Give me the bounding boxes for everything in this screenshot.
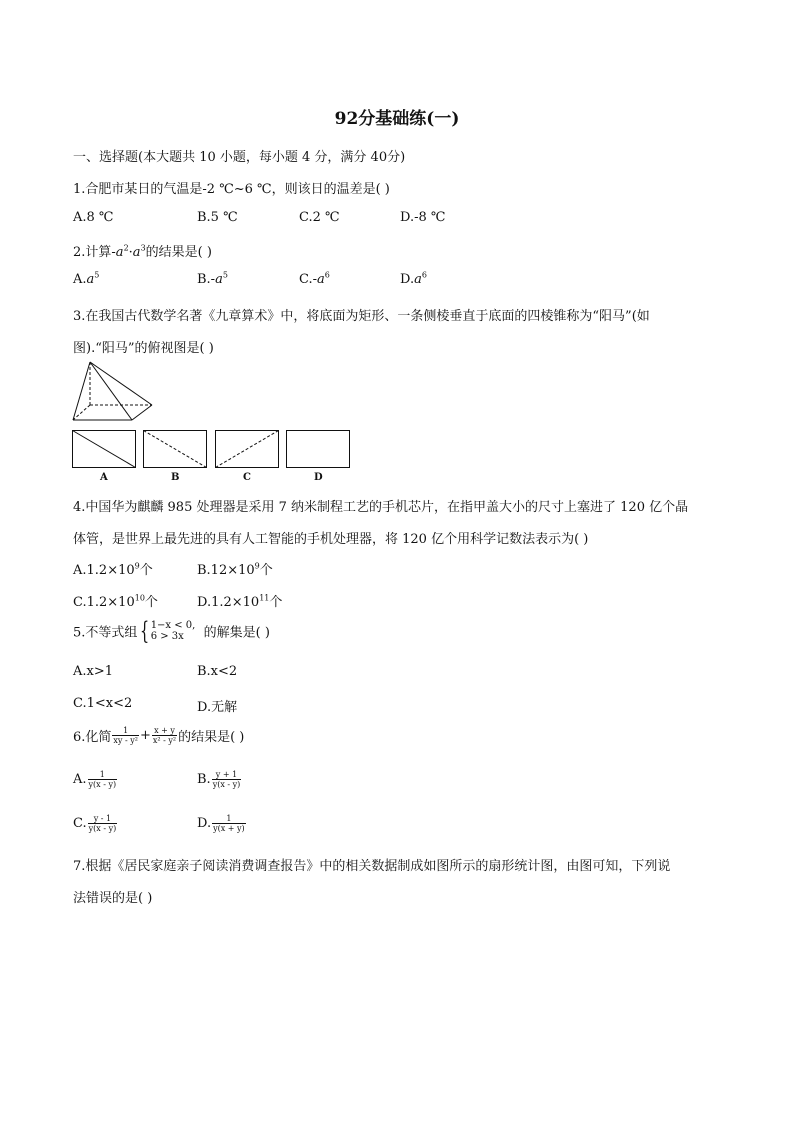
question-3-line-1: 3.在我国古代数学名著《九章算术》中，将底面为矩形、一条侧棱垂直于底面的四棱锥称为“阳马”(如 bbox=[73, 309, 650, 324]
question-7-line-1: 7.根据《居民家庭亲子阅读消费调查报告》中的相关数据制成如图所示的扇形统计图，由图可知，下列说 bbox=[73, 859, 671, 874]
inequality-system: 1−x < 0, 6 > 3x bbox=[150, 620, 196, 642]
question-4-line-1: 4.中国华为麒麟 985 处理器是采用 7 纳米制程工艺的手机芯片，在指甲盖大小的尺寸上塞进了 120 亿个晶 bbox=[73, 500, 689, 515]
fraction-1: $\frac{1}{\text{xy - y²}}$ bbox=[113, 726, 138, 745]
question-2-option-c: $C.-a^6$ bbox=[299, 270, 330, 287]
question-6-option-c: C. $\frac{y - 1}{y(x - y)}$ bbox=[73, 814, 117, 833]
question-5-option-d: D.无解 bbox=[197, 700, 238, 715]
question-1-option-d: D.-8 ℃ bbox=[400, 210, 446, 225]
question-6-option-a: A. $\frac{1}{y(x - y)}$ bbox=[73, 770, 117, 789]
question-6-stem: 6.化简 $\frac{1}{\text{xy - y²}}$ + $\frac{x + y}{\text{x² - y²}}$ 的结果是( ) bbox=[73, 726, 245, 745]
question-6-option-b: B. $\frac{y + 1}{y(x - y)}$ bbox=[197, 770, 241, 789]
question-4-option-a: $A.1.2\times 10^9$个 bbox=[73, 561, 153, 578]
question-5-option-b: B.x<2 bbox=[197, 664, 238, 679]
option-a-figure bbox=[72, 430, 136, 468]
figure-label-b: B bbox=[171, 472, 180, 483]
question-5-option-c: C.1<x<2 bbox=[73, 696, 133, 711]
question-1-option-a: A.8 ℃ bbox=[73, 210, 114, 225]
question-4-option-b: $B.12\times 10^9$个 bbox=[197, 561, 273, 578]
figure-label-a: A bbox=[100, 472, 108, 483]
question-1-stem: 1.合肥市某日的气温是-2 ℃~6 ℃，则该日的温差是( ) bbox=[73, 182, 390, 197]
question-7-line-2: 法错误的是( ) bbox=[73, 891, 153, 906]
question-4-option-d: $D.1.2\times 10^{11}$个 bbox=[197, 593, 283, 610]
page-title: 92分基础练(一) bbox=[334, 109, 460, 129]
left-brace: { bbox=[140, 617, 150, 645]
figure-label-d: D bbox=[314, 472, 323, 483]
question-2-option-b: $B.-a^5$ bbox=[197, 270, 228, 287]
question-4-option-c: $C.1.2\times 10^{10}$个 bbox=[73, 593, 158, 610]
fraction-2: $\frac{x + y}{\text{x² - y²}}$ bbox=[152, 726, 177, 745]
option-c-figure bbox=[215, 430, 279, 468]
section-heading: 一、选择题(本大题共 10 小题，每小题 4 分，满分 40分) bbox=[73, 150, 406, 165]
figure-label-c: C bbox=[243, 472, 251, 483]
question-3-line-2: 图).“阳马”的俯视图是( ) bbox=[73, 341, 214, 356]
question-2-stem: 2.计算$-a^2\cdot a^3$的结果是( ) bbox=[73, 243, 212, 260]
question-1-option-c: C.2 ℃ bbox=[299, 210, 340, 225]
question-4-line-2: 体管，是世界上最先进的具有人工智能的手机处理器，将 120 亿个用科学记数法表示为( ) bbox=[73, 532, 589, 547]
question-5-stem: 5.不等式组 { 1−x < 0, 6 > 3x 的解集是( ) bbox=[73, 617, 270, 645]
pyramid-figure bbox=[70, 360, 160, 426]
question-2-option-a: $A.a^5$ bbox=[73, 270, 100, 287]
option-d-figure bbox=[286, 430, 350, 468]
question-2-option-d: $D.a^6$ bbox=[400, 270, 427, 287]
question-5-option-a: A.x>1 bbox=[73, 664, 114, 679]
question-6-option-d: D. $\frac{1}{y(x + y)}$ bbox=[197, 814, 245, 833]
option-b-figure bbox=[143, 430, 207, 468]
question-1-option-b: B.5 ℃ bbox=[197, 210, 238, 225]
